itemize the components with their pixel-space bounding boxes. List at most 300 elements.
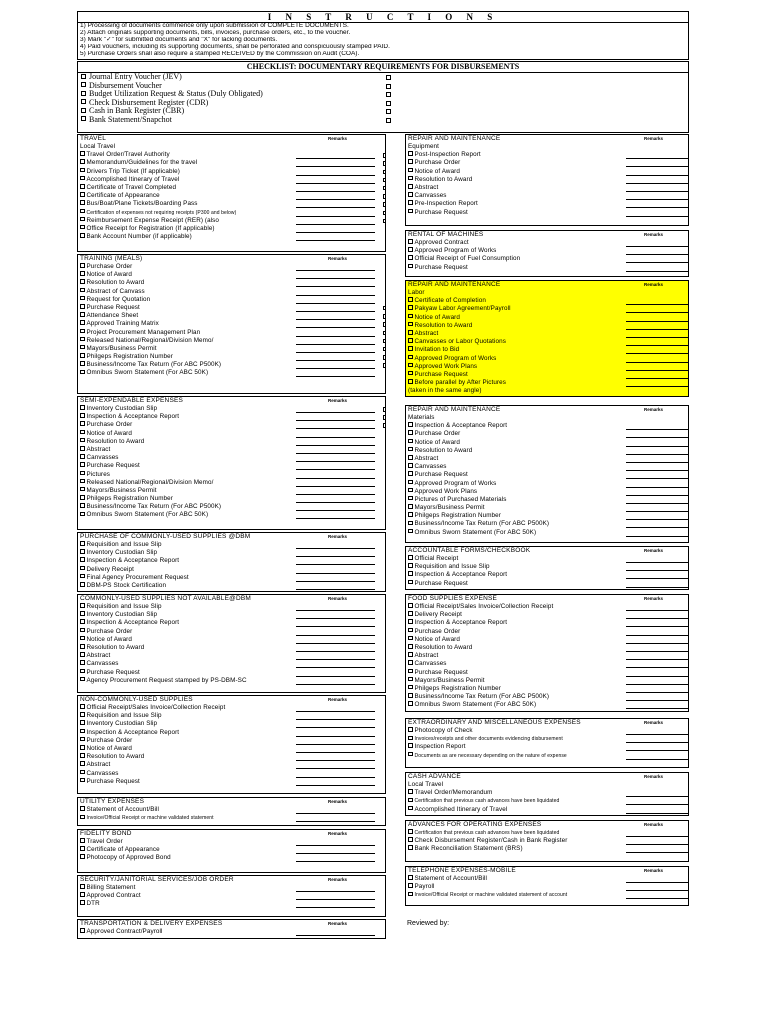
remarks-line[interactable]: [626, 209, 688, 217]
remarks-line[interactable]: [626, 693, 688, 701]
checkbox-icon[interactable]: [80, 611, 85, 616]
remarks-line[interactable]: [296, 549, 375, 557]
remarks-line[interactable]: [296, 574, 375, 582]
remarks-line[interactable]: [296, 928, 375, 936]
checkbox-icon[interactable]: [80, 151, 85, 156]
remarks-line[interactable]: [626, 652, 688, 660]
checkbox-icon[interactable]: [80, 217, 85, 222]
checkbox-icon[interactable]: [80, 209, 85, 214]
remarks-line[interactable]: [626, 430, 688, 438]
remarks-line[interactable]: [296, 176, 375, 184]
checkbox-icon[interactable]: [383, 186, 386, 191]
checkbox-icon[interactable]: [80, 884, 85, 889]
remarks-line[interactable]: [296, 720, 375, 728]
checkbox-icon[interactable]: [408, 430, 413, 435]
checkbox-icon[interactable]: [80, 430, 85, 435]
checkbox-icon[interactable]: [408, 875, 413, 880]
checkbox-icon[interactable]: [80, 729, 85, 734]
checkbox-icon[interactable]: [80, 200, 85, 205]
checkbox-icon[interactable]: [80, 337, 85, 342]
remarks-line[interactable]: [626, 752, 688, 760]
remarks-line[interactable]: [626, 346, 688, 354]
remarks-line[interactable]: [296, 487, 375, 495]
checkbox-icon[interactable]: [80, 720, 85, 725]
remarks-line[interactable]: [296, 603, 375, 611]
checkbox-icon[interactable]: [80, 770, 85, 775]
remarks-line[interactable]: [296, 611, 375, 619]
checkbox-icon[interactable]: [408, 806, 413, 811]
checkbox-icon[interactable]: [408, 184, 413, 189]
remarks-line[interactable]: [296, 369, 375, 377]
checkbox-icon[interactable]: [408, 480, 413, 485]
checkbox-icon[interactable]: [383, 423, 386, 428]
checkbox-icon[interactable]: [408, 555, 413, 560]
checkbox-icon[interactable]: [408, 346, 413, 351]
remarks-line[interactable]: [626, 338, 688, 346]
checkbox-icon[interactable]: [80, 288, 85, 293]
checkbox-icon[interactable]: [80, 495, 85, 500]
remarks-line[interactable]: [296, 454, 375, 462]
checkbox-icon[interactable]: [408, 159, 413, 164]
checkbox-icon[interactable]: [408, 264, 413, 269]
checkbox-icon[interactable]: [80, 233, 85, 238]
checkbox-icon[interactable]: [80, 928, 85, 933]
checkbox-icon[interactable]: [383, 355, 386, 360]
checkbox-icon[interactable]: [81, 116, 86, 121]
checkbox-icon[interactable]: [80, 421, 85, 426]
remarks-line[interactable]: [296, 761, 375, 769]
remarks-line[interactable]: [626, 529, 688, 537]
checkbox-icon[interactable]: [408, 883, 413, 888]
checkbox-icon[interactable]: [408, 504, 413, 509]
checkbox-icon[interactable]: [408, 447, 413, 452]
checkbox-icon[interactable]: [81, 99, 86, 104]
remarks-line[interactable]: [296, 712, 375, 720]
remarks-line[interactable]: [296, 892, 375, 900]
remarks-line[interactable]: [296, 288, 375, 296]
checkbox-icon[interactable]: [408, 837, 413, 842]
checkbox-icon[interactable]: [80, 644, 85, 649]
remarks-line[interactable]: [296, 233, 375, 241]
remarks-line[interactable]: [626, 200, 688, 208]
remarks-line[interactable]: [626, 789, 688, 797]
checkbox-icon[interactable]: [408, 727, 413, 732]
checkbox-icon[interactable]: [408, 644, 413, 649]
checkbox-icon[interactable]: [80, 603, 85, 608]
remarks-line[interactable]: [626, 422, 688, 430]
checkbox-icon[interactable]: [80, 271, 85, 276]
checkbox-icon[interactable]: [80, 168, 85, 173]
checkbox-icon[interactable]: [408, 209, 413, 214]
remarks-line[interactable]: [296, 884, 375, 892]
remarks-line[interactable]: [296, 446, 375, 454]
checkbox-icon[interactable]: [80, 454, 85, 459]
remarks-line[interactable]: [626, 363, 688, 371]
remarks-line[interactable]: [296, 159, 375, 167]
checkbox-icon[interactable]: [80, 628, 85, 633]
checkbox-icon[interactable]: [383, 347, 386, 352]
remarks-line[interactable]: [296, 778, 375, 786]
remarks-line[interactable]: [626, 264, 688, 272]
remarks-line[interactable]: [626, 488, 688, 496]
checkbox-icon[interactable]: [408, 743, 413, 748]
checkbox-icon[interactable]: [80, 487, 85, 492]
remarks-line[interactable]: [296, 430, 375, 438]
remarks-line[interactable]: [296, 192, 375, 200]
remarks-line[interactable]: [296, 511, 375, 519]
checkbox-icon[interactable]: [408, 297, 413, 302]
remarks-line[interactable]: [626, 496, 688, 504]
checkbox-icon[interactable]: [383, 363, 386, 368]
checkbox-icon[interactable]: [383, 314, 386, 319]
checkbox-icon[interactable]: [80, 636, 85, 641]
remarks-line[interactable]: [296, 184, 375, 192]
remarks-line[interactable]: [626, 322, 688, 330]
remarks-line[interactable]: [626, 520, 688, 528]
remarks-line[interactable]: [296, 541, 375, 549]
checkbox-icon[interactable]: [408, 363, 413, 368]
checkbox-icon[interactable]: [408, 752, 413, 757]
remarks-line[interactable]: [626, 829, 688, 837]
remarks-line[interactable]: [626, 355, 688, 363]
checkbox-icon[interactable]: [408, 471, 413, 476]
checkbox-icon[interactable]: [408, 798, 413, 803]
remarks-line[interactable]: [626, 297, 688, 305]
remarks-line[interactable]: [626, 571, 688, 579]
checkbox-icon[interactable]: [80, 345, 85, 350]
checkbox-icon[interactable]: [80, 159, 85, 164]
checkbox-icon[interactable]: [408, 176, 413, 181]
remarks-line[interactable]: [626, 580, 688, 588]
checkbox-icon[interactable]: [408, 371, 413, 376]
checkbox-icon[interactable]: [408, 151, 413, 156]
remarks-line[interactable]: [626, 305, 688, 313]
remarks-line[interactable]: [626, 330, 688, 338]
checkbox-icon[interactable]: [408, 455, 413, 460]
checkbox-icon[interactable]: [408, 338, 413, 343]
checkbox-icon[interactable]: [408, 611, 413, 616]
checkbox-icon[interactable]: [80, 677, 85, 682]
remarks-line[interactable]: [626, 239, 688, 247]
remarks-line[interactable]: [626, 660, 688, 668]
checkbox-icon[interactable]: [80, 846, 85, 851]
remarks-line[interactable]: [296, 814, 375, 822]
checkbox-icon[interactable]: [383, 331, 386, 336]
checkbox-icon[interactable]: [80, 900, 85, 905]
remarks-line[interactable]: [296, 503, 375, 511]
checkbox-icon[interactable]: [408, 255, 413, 260]
checkbox-icon[interactable]: [80, 176, 85, 181]
checkbox-icon[interactable]: [80, 753, 85, 758]
remarks-line[interactable]: [626, 504, 688, 512]
remarks-line[interactable]: [296, 495, 375, 503]
checkbox-icon[interactable]: [383, 170, 386, 175]
checkbox-icon[interactable]: [408, 439, 413, 444]
checkbox-icon[interactable]: [408, 488, 413, 493]
remarks-line[interactable]: [296, 296, 375, 304]
checkbox-icon[interactable]: [80, 446, 85, 451]
checkbox-icon[interactable]: [80, 652, 85, 657]
checkbox-icon[interactable]: [80, 737, 85, 742]
remarks-line[interactable]: [296, 345, 375, 353]
remarks-line[interactable]: [296, 806, 375, 814]
checkbox-icon[interactable]: [383, 211, 386, 216]
remarks-line[interactable]: [296, 421, 375, 429]
checkbox-icon[interactable]: [80, 503, 85, 508]
checkbox-icon[interactable]: [80, 806, 85, 811]
remarks-line[interactable]: [626, 455, 688, 463]
remarks-line[interactable]: [296, 846, 375, 854]
remarks-line[interactable]: [626, 701, 688, 709]
remarks-line[interactable]: [296, 838, 375, 846]
remarks-line[interactable]: [296, 745, 375, 753]
checkbox-icon[interactable]: [408, 314, 413, 319]
remarks-line[interactable]: [296, 279, 375, 287]
checkbox-icon[interactable]: [80, 329, 85, 334]
checkbox-icon[interactable]: [408, 379, 413, 384]
checkbox-icon[interactable]: [80, 370, 85, 375]
checkbox-icon[interactable]: [80, 413, 85, 418]
remarks-line[interactable]: [626, 184, 688, 192]
checkbox-icon[interactable]: [408, 422, 413, 427]
remarks-line[interactable]: [626, 563, 688, 571]
checkbox-icon[interactable]: [408, 192, 413, 197]
checkbox-icon[interactable]: [408, 619, 413, 624]
remarks-line[interactable]: [626, 168, 688, 176]
remarks-line[interactable]: [626, 151, 688, 159]
remarks-line[interactable]: [626, 255, 688, 263]
remarks-line[interactable]: [626, 439, 688, 447]
checkbox-icon[interactable]: [383, 415, 386, 420]
remarks-line[interactable]: [296, 753, 375, 761]
remarks-line[interactable]: [296, 225, 375, 233]
remarks-line[interactable]: [296, 652, 375, 660]
checkbox-icon[interactable]: [386, 92, 391, 97]
remarks-line[interactable]: [626, 379, 688, 387]
checkbox-icon[interactable]: [408, 693, 413, 698]
remarks-line[interactable]: [296, 660, 375, 668]
remarks-line[interactable]: [626, 471, 688, 479]
checkbox-icon[interactable]: [383, 339, 386, 344]
checkbox-icon[interactable]: [81, 108, 86, 113]
checkbox-icon[interactable]: [386, 118, 391, 123]
remarks-line[interactable]: [626, 636, 688, 644]
checkbox-icon[interactable]: [386, 84, 391, 89]
remarks-line[interactable]: [626, 603, 688, 611]
checkbox-icon[interactable]: [80, 279, 85, 284]
remarks-line[interactable]: [296, 151, 375, 159]
remarks-line[interactable]: [296, 361, 375, 369]
remarks-line[interactable]: [296, 168, 375, 176]
checkbox-icon[interactable]: [408, 580, 413, 585]
checkbox-icon[interactable]: [408, 529, 413, 534]
checkbox-icon[interactable]: [408, 322, 413, 327]
checkbox-icon[interactable]: [408, 603, 413, 608]
checkbox-icon[interactable]: [408, 845, 413, 850]
checkbox-icon[interactable]: [383, 407, 386, 412]
checkbox-icon[interactable]: [408, 660, 413, 665]
remarks-line[interactable]: [626, 247, 688, 255]
remarks-line[interactable]: [296, 200, 375, 208]
checkbox-icon[interactable]: [408, 305, 413, 310]
remarks-line[interactable]: [626, 512, 688, 520]
checkbox-icon[interactable]: [80, 557, 85, 562]
checkbox-icon[interactable]: [408, 736, 413, 741]
remarks-line[interactable]: [296, 413, 375, 421]
remarks-line[interactable]: [626, 611, 688, 619]
checkbox-icon[interactable]: [81, 82, 86, 87]
checkbox-icon[interactable]: [80, 669, 85, 674]
checkbox-icon[interactable]: [80, 778, 85, 783]
remarks-line[interactable]: [296, 217, 375, 225]
checkbox-icon[interactable]: [383, 194, 386, 199]
checkbox-icon[interactable]: [408, 563, 413, 568]
remarks-line[interactable]: [296, 263, 375, 271]
checkbox-icon[interactable]: [383, 161, 386, 166]
remarks-line[interactable]: [626, 176, 688, 184]
remarks-line[interactable]: [626, 555, 688, 563]
remarks-line[interactable]: [626, 797, 688, 805]
remarks-line[interactable]: [296, 854, 375, 862]
checkbox-icon[interactable]: [80, 304, 85, 309]
remarks-line[interactable]: [296, 329, 375, 337]
checkbox-icon[interactable]: [386, 101, 391, 106]
remarks-line[interactable]: [626, 644, 688, 652]
checkbox-icon[interactable]: [408, 652, 413, 657]
checkbox-icon[interactable]: [80, 619, 85, 624]
checkbox-icon[interactable]: [81, 74, 86, 79]
remarks-line[interactable]: [626, 891, 688, 899]
remarks-line[interactable]: [296, 271, 375, 279]
checkbox-icon[interactable]: [80, 761, 85, 766]
remarks-line[interactable]: [626, 619, 688, 627]
checkbox-icon[interactable]: [80, 320, 85, 325]
remarks-line[interactable]: [296, 209, 375, 217]
remarks-line[interactable]: [296, 471, 375, 479]
checkbox-icon[interactable]: [80, 582, 85, 587]
checkbox-icon[interactable]: [408, 355, 413, 360]
checkbox-icon[interactable]: [383, 202, 386, 207]
checkbox-icon[interactable]: [408, 247, 413, 252]
checkbox-icon[interactable]: [80, 296, 85, 301]
checkbox-icon[interactable]: [408, 521, 413, 526]
remarks-line[interactable]: [296, 405, 375, 413]
remarks-line[interactable]: [296, 737, 375, 745]
remarks-line[interactable]: [296, 353, 375, 361]
checkbox-icon[interactable]: [80, 361, 85, 366]
remarks-line[interactable]: [296, 636, 375, 644]
checkbox-icon[interactable]: [80, 566, 85, 571]
remarks-line[interactable]: [296, 337, 375, 345]
checkbox-icon[interactable]: [408, 571, 413, 576]
checkbox-icon[interactable]: [80, 192, 85, 197]
checkbox-icon[interactable]: [80, 184, 85, 189]
checkbox-icon[interactable]: [80, 512, 85, 517]
remarks-line[interactable]: [626, 735, 688, 743]
remarks-line[interactable]: [626, 628, 688, 636]
remarks-line[interactable]: [296, 770, 375, 778]
remarks-line[interactable]: [296, 704, 375, 712]
remarks-line[interactable]: [296, 628, 375, 636]
checkbox-icon[interactable]: [80, 854, 85, 859]
checkbox-icon[interactable]: [383, 322, 386, 327]
remarks-line[interactable]: [626, 875, 688, 883]
checkbox-icon[interactable]: [408, 892, 413, 897]
checkbox-icon[interactable]: [80, 225, 85, 230]
remarks-line[interactable]: [296, 677, 375, 685]
remarks-line[interactable]: [296, 644, 375, 652]
checkbox-icon[interactable]: [408, 628, 413, 633]
remarks-line[interactable]: [626, 727, 688, 735]
checkbox-icon[interactable]: [386, 109, 391, 114]
remarks-line[interactable]: [626, 685, 688, 693]
checkbox-icon[interactable]: [80, 471, 85, 476]
checkbox-icon[interactable]: [383, 153, 386, 158]
remarks-line[interactable]: [626, 743, 688, 751]
remarks-line[interactable]: [296, 729, 375, 737]
checkbox-icon[interactable]: [80, 462, 85, 467]
checkbox-icon[interactable]: [80, 745, 85, 750]
remarks-line[interactable]: [626, 371, 688, 379]
checkbox-icon[interactable]: [408, 463, 413, 468]
checkbox-icon[interactable]: [408, 669, 413, 674]
checkbox-icon[interactable]: [383, 306, 386, 311]
remarks-line[interactable]: [296, 557, 375, 565]
remarks-line[interactable]: [296, 900, 375, 908]
checkbox-icon[interactable]: [80, 479, 85, 484]
remarks-line[interactable]: [296, 619, 375, 627]
checkbox-icon[interactable]: [408, 200, 413, 205]
remarks-line[interactable]: [626, 806, 688, 814]
remarks-line[interactable]: [626, 883, 688, 891]
remarks-line[interactable]: [626, 837, 688, 845]
checkbox-icon[interactable]: [80, 438, 85, 443]
checkbox-icon[interactable]: [386, 75, 391, 80]
checkbox-icon[interactable]: [408, 636, 413, 641]
checkbox-icon[interactable]: [80, 541, 85, 546]
checkbox-icon[interactable]: [408, 330, 413, 335]
checkbox-icon[interactable]: [80, 815, 85, 820]
remarks-line[interactable]: [626, 159, 688, 167]
checkbox-icon[interactable]: [408, 496, 413, 501]
checkbox-icon[interactable]: [80, 892, 85, 897]
remarks-line[interactable]: [296, 669, 375, 677]
checkbox-icon[interactable]: [80, 838, 85, 843]
checkbox-icon[interactable]: [408, 677, 413, 682]
checkbox-icon[interactable]: [408, 701, 413, 706]
checkbox-icon[interactable]: [80, 549, 85, 554]
checkbox-icon[interactable]: [408, 239, 413, 244]
checkbox-icon[interactable]: [408, 829, 413, 834]
remarks-line[interactable]: [626, 480, 688, 488]
remarks-line[interactable]: [296, 462, 375, 470]
remarks-line[interactable]: [626, 447, 688, 455]
remarks-line[interactable]: [296, 304, 375, 312]
checkbox-icon[interactable]: [408, 685, 413, 690]
remarks-line[interactable]: [626, 669, 688, 677]
checkbox-icon[interactable]: [80, 263, 85, 268]
checkbox-icon[interactable]: [80, 353, 85, 358]
remarks-line[interactable]: [296, 566, 375, 574]
remarks-line[interactable]: [296, 438, 375, 446]
checkbox-icon[interactable]: [408, 168, 413, 173]
checkbox-icon[interactable]: [408, 789, 413, 794]
remarks-line[interactable]: [626, 314, 688, 322]
checkbox-icon[interactable]: [80, 704, 85, 709]
remarks-line[interactable]: [296, 312, 375, 320]
checkbox-icon[interactable]: [81, 91, 86, 96]
remarks-line[interactable]: [626, 192, 688, 200]
